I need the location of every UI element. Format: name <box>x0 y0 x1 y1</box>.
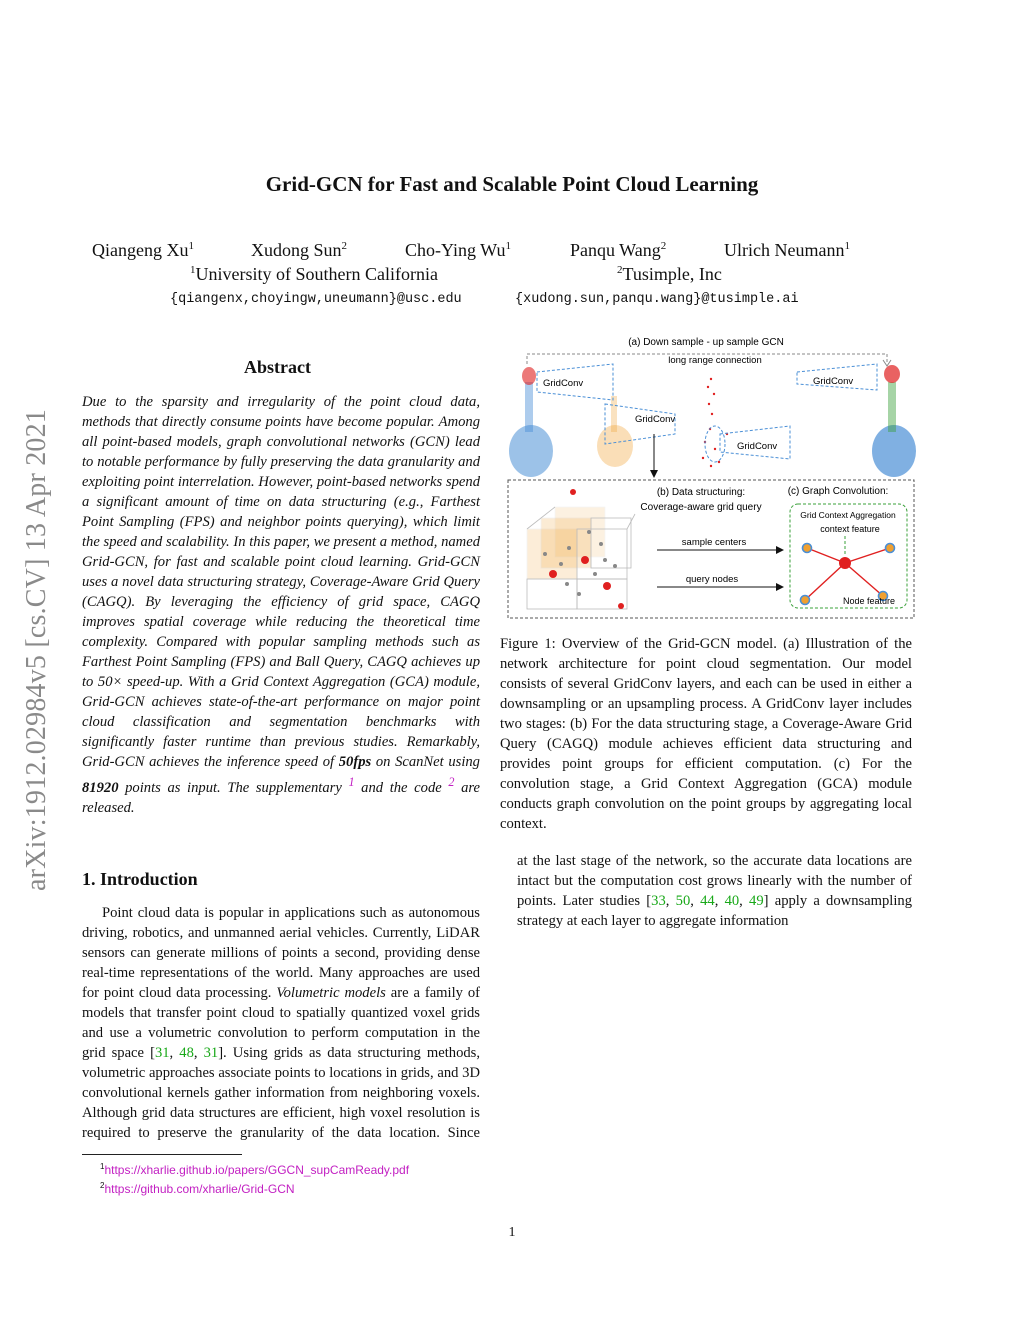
intro-left-column: Point cloud data is popular in applications such as autonomous driving, robotics, and unmanned aerial vehicles. Currently, LiDAR sensors can generate millions of points a second, providing dense real-time representations of the world. Many approaches are used for point cloud data processing. Volumetric models are a family of models that transfer point cloud to spatially quantized voxel grids and use a volumetric convolution to perform computation in the grid space [31, 48, 31]. Using grids as data structuring methods, volumetric approaches associate points to locations in grids, and 3D convolutional kernels gather information from neighboring voxels. Although grid data structures are efficient, high voxel resolution is required to preserve the granularity of the data location. Since <box>82 905 480 1141</box>
fig-query-nodes: query nodes <box>685 574 739 585</box>
email-tusimple: {xudong.sun,panqu.wang}@tusimple.ai <box>515 292 799 307</box>
stage-arrow-head-icon <box>650 470 658 478</box>
sample-centers-arrow-head-icon <box>776 546 784 554</box>
author-5: Ulrich Neumann$^1$ <box>724 240 850 260</box>
cite-50[interactable]: 50 <box>675 893 691 909</box>
footnote-link-2[interactable]: https://github.com/xharlie/Grid-GCN <box>104 1182 295 1196</box>
author-1: Qiangeng Xu$^1$ <box>92 240 194 260</box>
guitar-cloud-mid <box>597 396 633 467</box>
fig-top-label: (a) Down sample - up sample GCN <box>628 337 784 348</box>
gridconv-label-4: GridConv <box>813 376 854 387</box>
fig-long-range: long range connection <box>668 355 762 366</box>
author-3: Cho-Ying Wu$^1$ <box>405 240 511 260</box>
fig-b-subtitle: Coverage-aware grid query <box>640 502 762 513</box>
sample-ellipse <box>705 426 725 462</box>
footnote-rule <box>82 1154 242 1155</box>
fig-context-feature: context feature <box>820 524 880 534</box>
gridconv-label-1: GridConv <box>543 378 584 389</box>
arxiv-stamp: arXiv:1912.02984v5 [cs.CV] 13 Apr 2021 <box>21 408 52 892</box>
email-usc: {qiangenx,choyingw,uneumann}@usc.edu <box>170 292 462 307</box>
cite-48[interactable]: 48 <box>179 1045 194 1061</box>
footnote-2: $^2$https://github.com/xharlie/Grid-GCN <box>100 1181 295 1196</box>
figure-1 <box>505 334 917 624</box>
fig-b-title: (b) Data structuring: <box>656 487 746 498</box>
gridconv-label-2: GridConv <box>635 414 676 425</box>
cite-44[interactable]: 44 <box>700 893 715 909</box>
footnote-1: $^1$https://xharlie.github.io/papers/GGCN_supCamReady.pdf <box>100 1162 410 1177</box>
neighbor-node-1 <box>803 544 812 553</box>
author-4: Panqu Wang$^2$ <box>570 240 667 260</box>
fig-node-feature: Node feature <box>842 596 896 606</box>
grid-query-illustration <box>527 489 635 609</box>
center-node <box>839 557 851 569</box>
abstract-heading: Abstract <box>244 357 311 377</box>
cite-31b[interactable]: 31 <box>203 1045 219 1061</box>
affiliation-2: $^2$Tusimple, Inc <box>617 264 722 284</box>
gridconv-label-3: GridConv <box>737 441 778 452</box>
figure-caption: Figure 1: Overview of the Grid-GCN model. (a) Illustration of the network architecture for point cloud segmentation. Our model consists of several GridConv layers, and each can be used in either a downsampling or an upsampling process. A GridConv layer includes two stages: (b) For the data structuring stage, a Coverage-Aware Grid Query (CAGQ) module achieves efficient data structuring and provides point groups for efficient computation. (c) For the convolution stage, a Grid Context Aggregation (GCA) module conducts graph convolution on the point groups by aggregating local context. <box>500 636 912 832</box>
footnote-ref-2[interactable]: 2 <box>448 775 455 789</box>
author-2: Xudong Sun$^2$ <box>251 240 348 260</box>
sparse-points <box>702 378 728 467</box>
intro-heading: 1. Introduction <box>82 869 198 889</box>
cite-49[interactable]: 49 <box>749 893 764 909</box>
cite-40[interactable]: 40 <box>724 893 740 909</box>
neighbor-node-2 <box>886 544 895 553</box>
footnote-link-1[interactable]: https://xharlie.github.io/papers/GGCN_supCamReady.pdf <box>104 1163 410 1177</box>
query-nodes-arrow-head-icon <box>776 583 784 591</box>
fig-c-title: (c) Graph Convolution: <box>787 486 889 497</box>
cite-31[interactable]: 31 <box>154 1045 170 1061</box>
fig-sample-centers: sample centers <box>681 537 747 548</box>
neighbor-node-3 <box>801 596 810 605</box>
gca-edges <box>805 548 890 600</box>
cite-33[interactable]: 33 <box>651 893 666 909</box>
affiliation-1: $^1$University of Southern California <box>190 264 438 284</box>
intro-right-column: at the last stage of the network, so the accurate data locations are intact but the computation cost grows linearly with the number of points. Later studies [33, 50, 44, 40, 49] apply a downsampling strategy at each layer to aggregate information <box>517 853 912 929</box>
abstract-body: Due to the sparsity and irregularity of the point cloud data, methods that directly consume points have become popular. Among all point-based models, graph convolutional networks (GCN) lead to notable performance by fully preserving the data granularity and exploiting point interrelation. However, point-based networks spend a significant amount of time on data structuring (e.g., Farthest Point Sampling (FPS) and neighbor points querying), which limit the speed and scalability. In this paper, we present a method, named Grid-GCN, for fast and scalable point cloud learning. Grid-GCN uses a novel data structuring strategy, Coverage-Aware Grid Query (CAGQ). By leveraging the efficiency of grid space, CAGQ improves spatial coverage while reducing the theoretical time complexity. Compared with popular sampling methods such as Farthest Point Sampling (FPS) and Ball Query, CAGQ achieves up to 50× speed-up. With a Grid Context Aggregation (GCA) module, Grid-GCN achieves state-of-the-art performance on major point cloud classification and segmentation benchmarks with significantly faster runtime than previous studies. Remarkably, Grid-GCN achieves the inference speed of 50fps on ScanNet using 81920 points as input. The supplementary $^1$ and the code $^2$ are released. <box>82 394 480 816</box>
guitar-cloud-right <box>872 365 916 477</box>
paper-title: Grid-GCN for Fast and Scalable Point Cloud Learning <box>265 172 759 196</box>
fig-gca: Grid Context Aggregation <box>800 510 896 520</box>
page-number: 1 <box>508 1225 516 1240</box>
footnotes <box>100 1159 409 1197</box>
footnote-ref-1[interactable]: 1 <box>348 775 355 789</box>
